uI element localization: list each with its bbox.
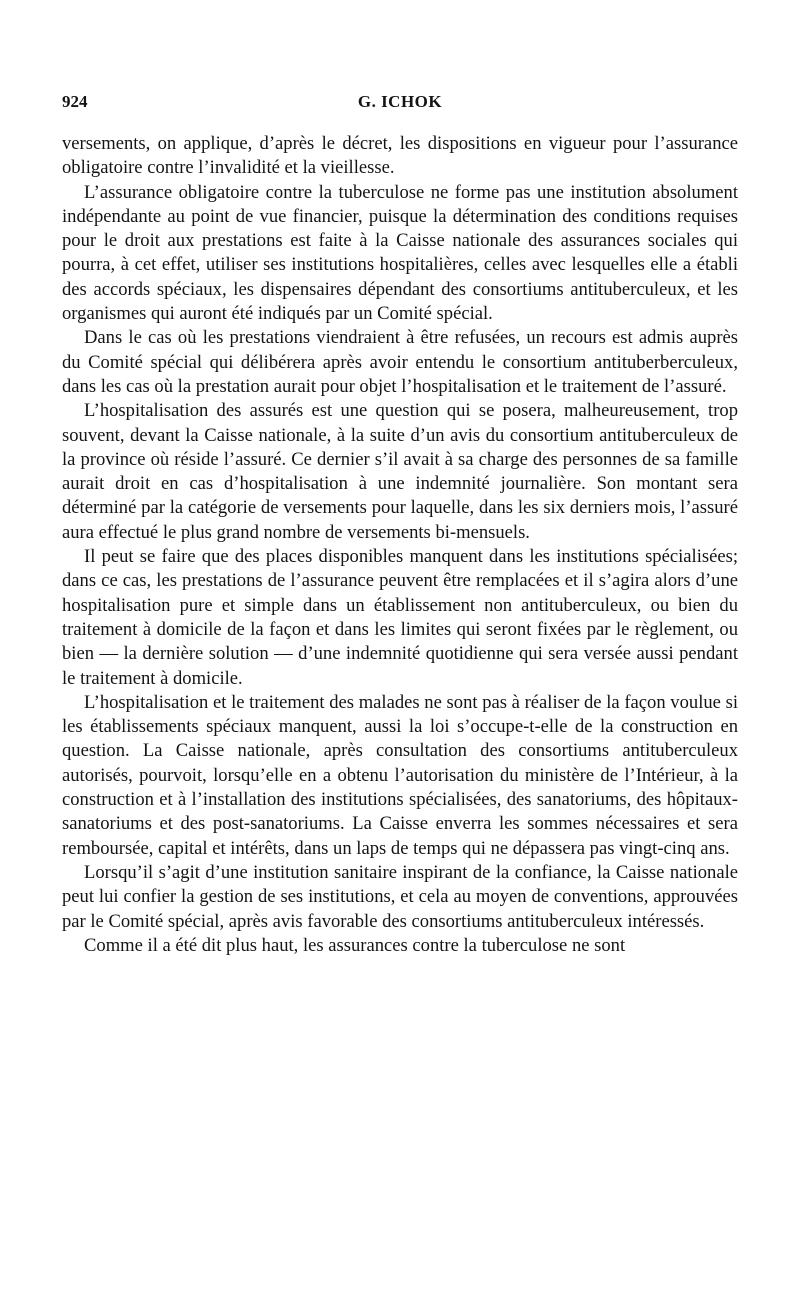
- page-header: [62, 92, 738, 118]
- paragraph: Lorsqu’il s’agit d’une institution sanitaire inspirant de la confiance, la Caisse nationale peut lui confier la gestion de ses institutions, et cela au moyen de conventions, approuvées par le Comité spécial, après avis favorable des consortiums antituberculeux intéressés.: [62, 861, 738, 932]
- page-number: 924: [62, 92, 88, 111]
- paragraph-continued: versements, on applique, d’après le décret, les dispositions en vigueur pour l’assurance obligatoire contre l’invalidité et la vieillesse.: [62, 133, 738, 179]
- paragraph: L’hospitalisation des assurés est une question qui se posera, malheureusement, trop souvent, devant la Caisse nationale, à la suite d’un avis du consortium antituberculeux de la province où réside l’assuré. Ce dernier s’il avait à sa charge des personnes de sa famille aurait droit en cas d’hospitalisation à une indemnité journalière. Son montant sera déterminé par la catégorie de versements pour laquelle, dans les six derniers mois, l’assuré aura effectué le plus grand nombre de versements bi-mensuels.: [62, 400, 738, 543]
- paragraph: L’assurance obligatoire contre la tuberculose ne forme pas une institution absolument indépendante au point de vue financier, puisque la détermination des conditions requises pour le droit aux prestations est faite à la Caisse nationale des assurances sociales qui pourra, à cet effet, utiliser ses institutions hospitalières, celles avec lesquelles elle a établi des accords spéciaux, les dispensaires dépendant des consortiums antituberculeux, et les organismes qui auront été indiqués par un Comité spécial.: [62, 181, 738, 325]
- paragraph: Dans le cas où les prestations viendraient à être refusées, un recours est admis auprès du Comité spécial qui délibérera après avoir entendu le consortium antituberberculeux, dans les cas où la prestation aurait pour objet l’hospitalisation et le traitement de l’assuré.: [62, 327, 738, 397]
- paragraph: L’hospitalisation et le traitement des malades ne sont pas à réaliser de la façon voulue si les établissements spéciaux manquent, aussi la loi s’occupe-t-elle de la construction en question. La Caisse nationale, après consultation des consortiums antituberculeux autorisés, pourvoit, lorsqu’elle en a obtenu l’autorisation du ministère de l’Intérieur, à la construction et à l’installation des institutions spécialisées, des sanatoriums, des hôpitaux-sanatoriums et des post-sanatoriums. La Caisse enverra les sommes nécessaires et sera remboursée, capital et intérêts, dans un laps de temps qui ne dépassera pas vingt-cinq ans.: [62, 691, 738, 859]
- document-page: [62, 92, 738, 958]
- body-text: [62, 132, 738, 958]
- paragraph-truncated: Comme il a été dit plus haut, les assurances contre la tuberculose ne sont: [84, 934, 626, 956]
- running-head: G. ICHOK: [357, 92, 443, 111]
- paragraph: Il peut se faire que des places disponibles manquent dans les institutions spécialisées; dans ce cas, les prestations de l’assurance peuvent être remplacées et il s’agira alors d’une hospitalisation pure et simple dans un établissement non antituberculeux, ou bien du traitement à domicile de la façon et dans les limites qui seront fixées par le règlement, ou bien — la dernière solution — d’une indemnité quotidienne qui sera versée aussi pendant le traitement à domicile.: [62, 546, 738, 689]
